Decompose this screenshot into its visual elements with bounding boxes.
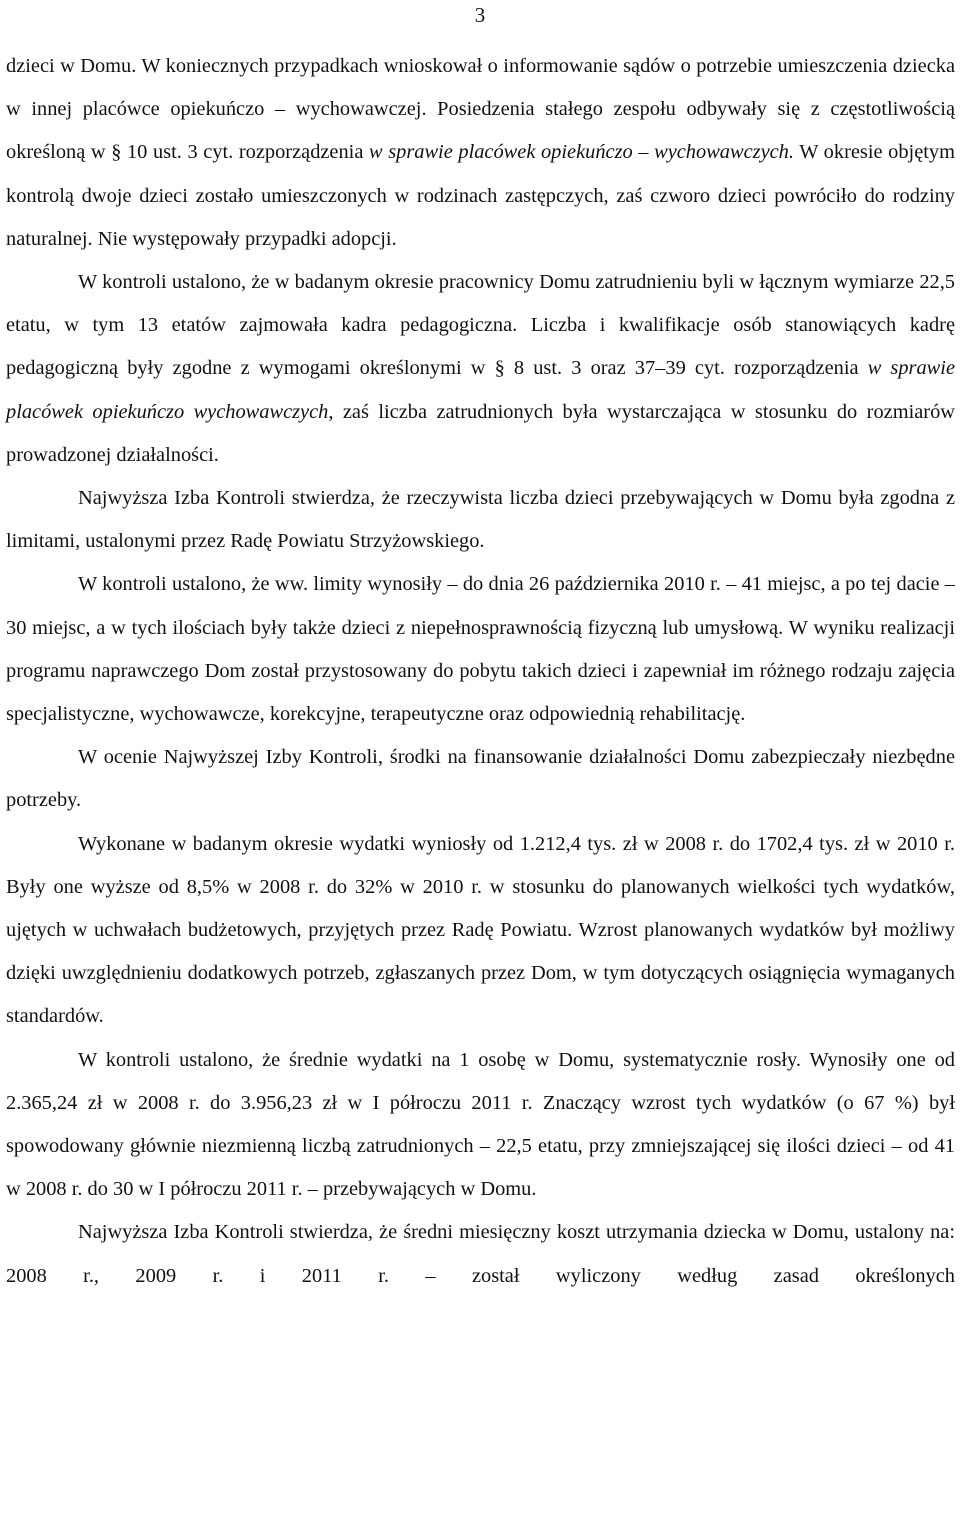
- paragraph: [6, 1039, 955, 1212]
- document-body: [6, 45, 955, 1298]
- paragraph-text: W okresie objętym kontrolą dwoje dzieci zostało umieszczonych w rodzinach zastępczych, zaś czworo dzieci powróciło do rodziny naturalnej. Nie występowały przypadki adopcji.: [6, 141, 955, 250]
- paragraph-text: W kontroli ustalono, że ww. limity wynosiły – do dnia 26 października 2010 r. – 41 miejsc, a po tej dacie – 30 miejsc, a w tych ilościach były także dzieci z niepełnosprawnością fizyczną lub umysłową. W wyniku realizacji programu naprawczego Dom został przystosowany do pobytu takich dzieci i zapewniał im różnego rodzaju zajęcia specjalistyczne, wychowawcze, korekcyjne, terapeutyczne oraz odpowiednią rehabilitację.: [6, 573, 955, 726]
- paragraph: [6, 563, 955, 736]
- paragraph-text: W kontroli ustalono, że średnie wydatki na 1 osobę w Domu, systematycznie rosły. Wynosiły one od 2.365,24 zł w 2008 r. do 3.956,23 zł w I półroczu 2011 r. Znaczący wzrost tych wydatków (o 67 %) był spowodowany głównie niezmienną liczbą zatrudnionych – 22,5 etatu, przy zmniejszającej się ilości dzieci – od 41 w 2008 r. do 30 w I półroczu 2011 r. – przebywających w Domu.: [6, 1048, 955, 1201]
- paragraph: [6, 261, 955, 477]
- paragraph: [6, 1211, 955, 1297]
- paragraph: [6, 45, 955, 261]
- paragraph: [6, 823, 955, 1039]
- paragraph-text-italic: w sprawie placówek opiekuńczo wychowawczych: [6, 357, 955, 423]
- paragraph: [6, 477, 955, 563]
- paragraph-text: W ocenie Najwyższej Izby Kontroli, środki na finansowanie działalności Domu zabezpieczały niezbędne potrzeby.: [6, 746, 955, 812]
- paragraph-text: W kontroli ustalono, że w badanym okresie pracownicy Domu zatrudnieniu byli w łącznym wymiarze 22,5 etatu, w tym 13 etatów zajmowała kadra pedagogiczna. Liczba i kwalifikacje osób stanowiących kadrę pedagogiczną były zgodne z wymogami określonymi w § 8 ust. 3 oraz 37–39 cyt. rozporządzenia: [6, 271, 955, 380]
- paragraph-text-italic: w sprawie placówek opiekuńczo – wychowawczych.: [369, 141, 794, 164]
- paragraph-text: Najwyższa Izba Kontroli stwierdza, że średni miesięczny koszt utrzymania dziecka w Domu, ustalony na: 2008 r., 2009 r. i 2011 r. – został wyliczony według zasad określonych: [6, 1221, 955, 1287]
- paragraph-text: Najwyższa Izba Kontroli stwierdza, że rzeczywista liczba dzieci przebywających w Domu była zgodna z limitami, ustalonymi przez Radę Powiatu Strzyżowskiego.: [6, 487, 955, 553]
- paragraph-text: Wykonane w badanym okresie wydatki wyniosły od 1.212,4 tys. zł w 2008 r. do 1702,4 tys. zł w 2010 r. Były one wyższe od 8,5% w 2008 r. do 32% w 2010 r. w stosunku do planowanych wielkości tych wydatków, ujętych w uchwałach budżetowych, przyjętych przez Radę Powiatu. Wzrost planowanych wydatków był możliwy dzięki uwzględnieniu dodatkowych potrzeb, zgłaszanych przez Dom, w tym dotyczących osiągnięcia wymaganych standardów.: [6, 832, 955, 1028]
- page-number: 3: [474, 3, 486, 27]
- paragraph-text: , zaś liczba zatrudnionych była wystarczająca w stosunku do rozmiarów prowadzonej działalności.: [6, 400, 956, 466]
- paragraph-text: dzieci w Domu. W koniecznych przypadkach wnioskował o informowanie sądów o potrzebie umieszczenia dziecka w innej placówce opiekuńczo – wychowawczej. Posiedzenia stałego zespołu odbywały się z częstotliwością określoną w § 10 ust. 3 cyt. rozporządzenia: [6, 55, 955, 164]
- paragraph: [6, 736, 955, 822]
